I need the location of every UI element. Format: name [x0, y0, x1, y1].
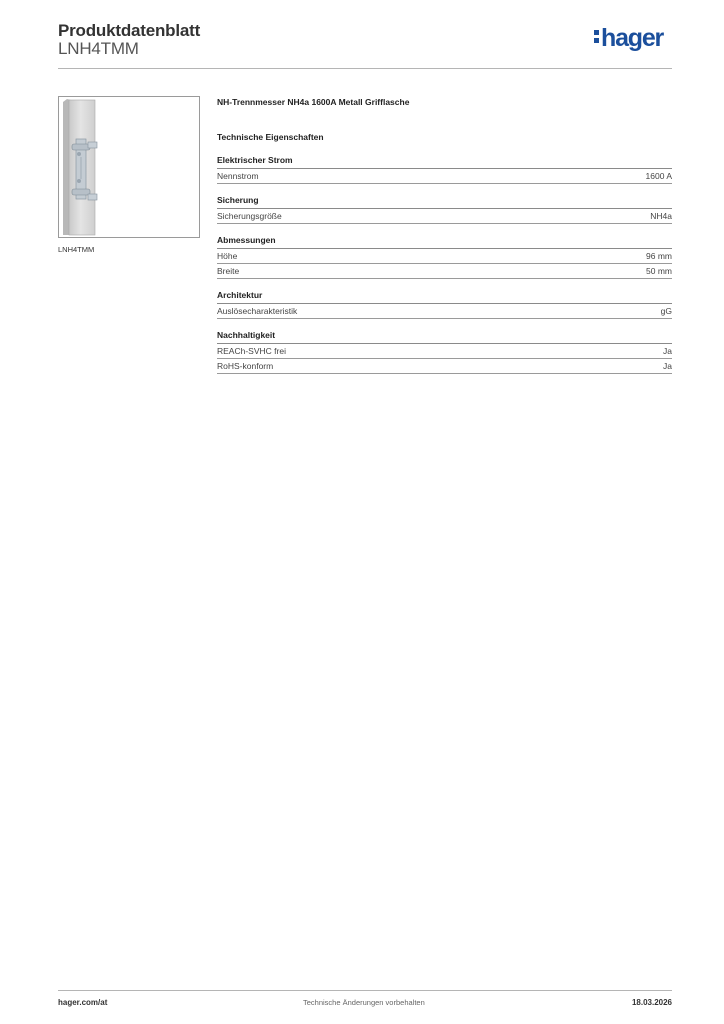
- footer-website-link[interactable]: hager.com/at: [58, 998, 108, 1007]
- spec-row: [217, 359, 672, 374]
- spec-value: 50 mm: [646, 266, 672, 276]
- group-heading: Sicherung: [217, 195, 672, 209]
- spec-value: 1600 A: [645, 171, 672, 181]
- spec-row: [217, 304, 672, 319]
- spec-label: Sicherungsgröße: [217, 211, 282, 221]
- spec-value: Ja: [663, 346, 672, 356]
- footer-disclaimer: Technische Änderungen vorbehalten: [303, 998, 425, 1007]
- group-heading: Architektur: [217, 290, 672, 304]
- group-abmessungen: [217, 235, 672, 279]
- footer-divider: [58, 990, 672, 991]
- logo-text: hager: [601, 24, 664, 52]
- spec-value: 96 mm: [646, 251, 672, 261]
- spec-label: Höhe: [217, 251, 238, 261]
- spec-value: NH4a: [650, 211, 672, 221]
- spec-label: RoHS-konform: [217, 361, 274, 371]
- group-sicherung: [217, 195, 672, 224]
- image-caption: LNH4TMM: [58, 245, 95, 254]
- spec-label: Auslösecharakteristik: [217, 306, 298, 316]
- footer-date: 18.03.2026: [631, 998, 672, 1007]
- spec-label: Breite: [217, 266, 240, 276]
- group-heading: Elektrischer Strom: [217, 155, 672, 169]
- group-elektrischer-strom: [217, 155, 672, 184]
- group-heading: Nachhaltigkeit: [217, 330, 672, 344]
- header-divider: [58, 68, 672, 69]
- spec-label: REACh-SVHC frei: [217, 346, 286, 356]
- group-heading: Abmessungen: [217, 235, 672, 249]
- group-architektur: [217, 290, 672, 319]
- specifications-panel: [217, 96, 672, 374]
- product-image: [58, 96, 200, 238]
- product-code: LNH4TMM: [58, 39, 139, 58]
- spec-row: [217, 209, 672, 224]
- hager-logo: [594, 26, 663, 51]
- spec-row: [217, 264, 672, 279]
- spec-row: [217, 169, 672, 184]
- spec-value: Ja: [663, 361, 672, 371]
- spec-value: gG: [660, 306, 672, 316]
- group-nachhaltigkeit: [217, 330, 672, 374]
- spec-label: Nennstrom: [217, 171, 259, 181]
- knife-blade-illustration: [59, 97, 199, 237]
- spec-row: [217, 344, 672, 359]
- properties-heading: Technische Eigenschaften: [217, 132, 324, 142]
- logo-dots-icon: [594, 27, 600, 46]
- spec-row: [217, 249, 672, 264]
- page-title: Produktdatenblatt: [58, 21, 201, 40]
- product-title: NH-Trennmesser NH4a 1600A Metall Grifflasche: [217, 97, 410, 107]
